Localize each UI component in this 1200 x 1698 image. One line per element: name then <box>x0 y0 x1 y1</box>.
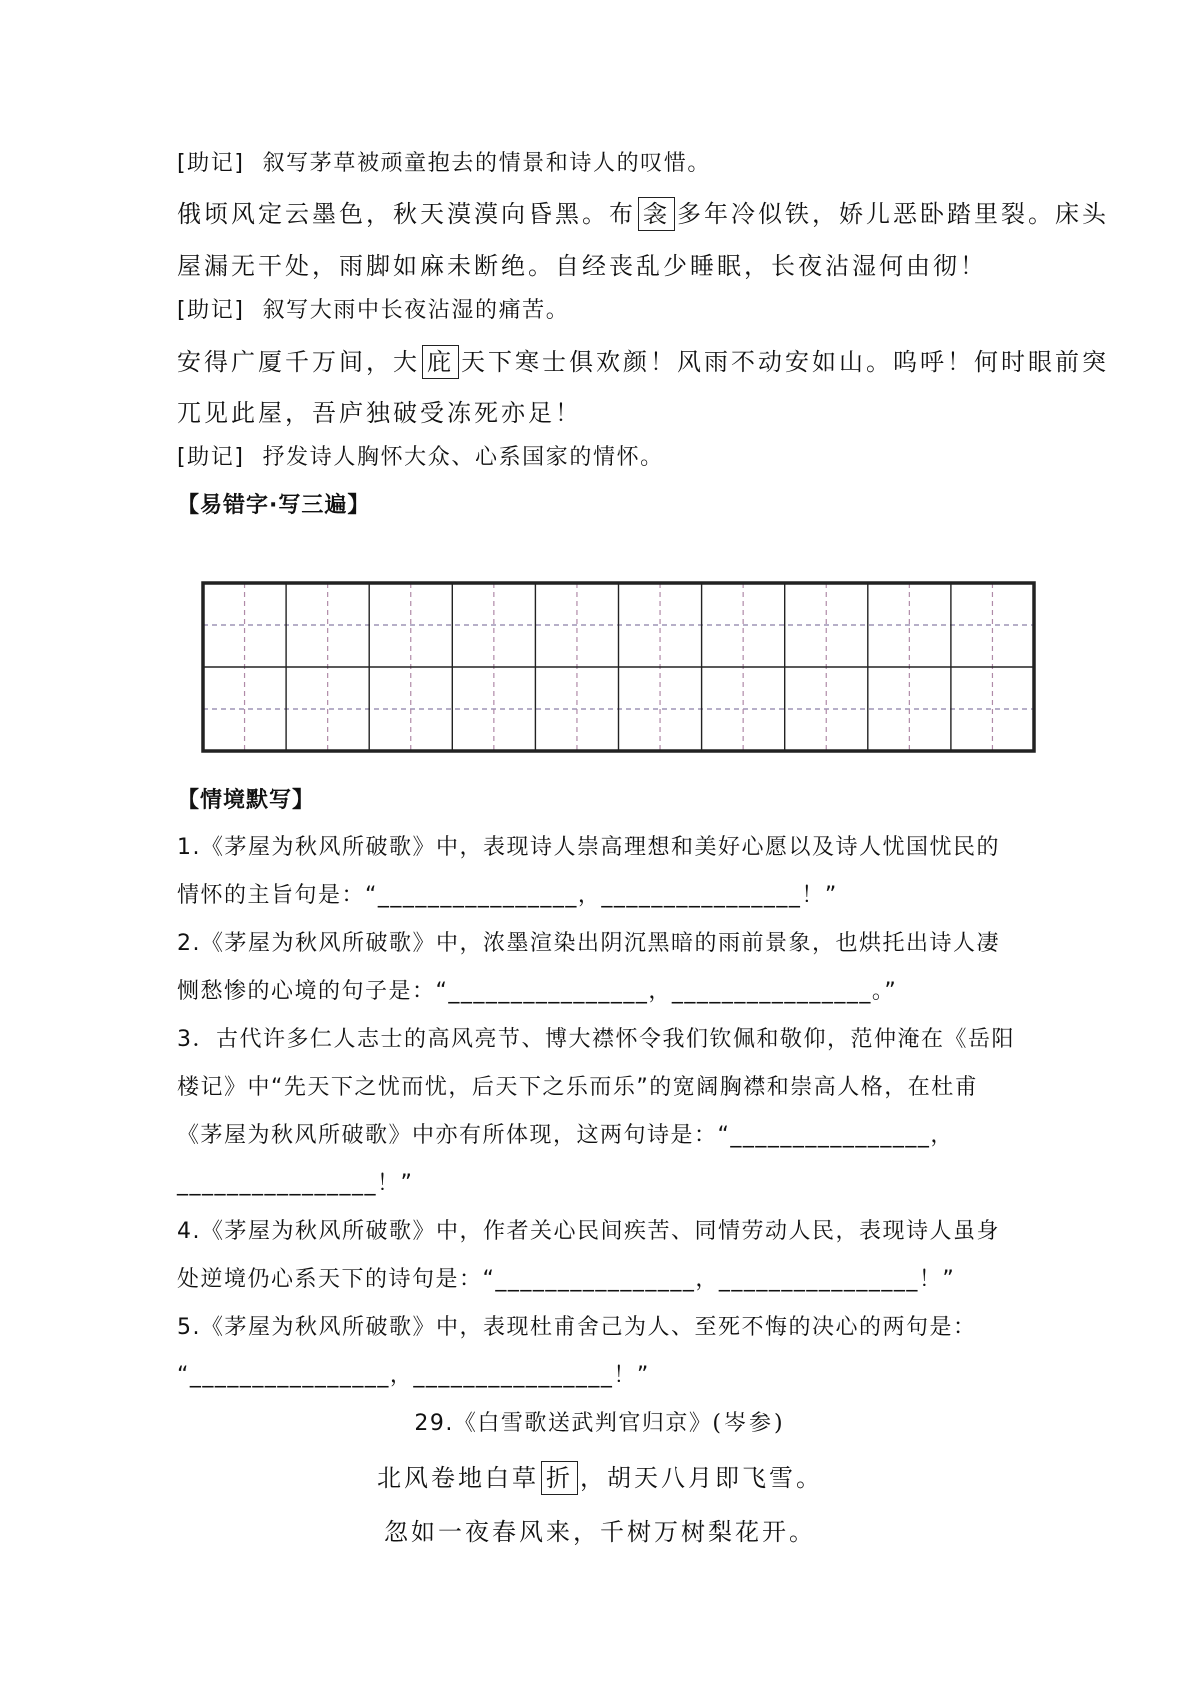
boxed-character: 庇 <box>422 345 459 379</box>
question-line: 5.《茅屋为秋风所破歌》中，表现杜甫舍己为人、至死不悔的决心的两句是： <box>177 1315 977 1340</box>
poem-line <box>177 342 1109 379</box>
poem-text: 天下寒士俱欢颜！风雨不动安如山。呜呼！何时眼前突 <box>461 348 1109 376</box>
poem-title <box>0 1406 1200 1437</box>
poem-text: 北风卷地白草 <box>377 1464 539 1492</box>
annotation-text: 叙写茅草被顽童抱去的情景和诗人的叹惜。 <box>262 151 711 176</box>
annotation-tag: [助记] <box>177 298 245 323</box>
question-line[interactable]: 处逆境仍心系天下的诗句是：“________________，________________！” <box>177 1267 956 1292</box>
annotation-2 <box>177 293 569 324</box>
writing-grid[interactable] <box>201 581 1036 753</box>
poem-title-text: 29.《白雪歌送武判官归京》 <box>414 1411 713 1436</box>
poem-text: 俄顷风定云墨色，秋天漠漠向昏黑。布 <box>177 200 636 228</box>
poem-text: 多年冷似铁，娇儿恶卧踏里裂。床头 <box>677 200 1109 228</box>
question-line: 2.《茅屋为秋风所破歌》中，浓墨渲染出阴沉黑暗的雨前景象，也烘托出诗人凄 <box>177 931 1000 956</box>
annotation-text: 叙写大雨中长夜沾湿的痛苦。 <box>262 298 570 323</box>
poem-line: 兀见此屋，吾庐独破受冻死亦足！ <box>177 399 582 427</box>
poem-line <box>177 194 1109 231</box>
question-line[interactable]: ________________！” <box>177 1171 414 1196</box>
annotation-1 <box>177 146 711 177</box>
poem-text: ，胡天八月即飞雪。 <box>580 1464 823 1492</box>
question-line: 4.《茅屋为秋风所破歌》中，作者关心民间疾苦、同情劳动人民，表现诗人虽身 <box>177 1219 1000 1244</box>
annotation-3 <box>177 440 664 471</box>
annotation-text: 抒发诗人胸怀大众、心系国家的情怀。 <box>262 445 664 470</box>
question-line: 1.《茅屋为秋风所破歌》中，表现诗人崇高理想和美好心愿以及诗人忧国忧民的 <box>177 835 1000 860</box>
annotation-tag: [助记] <box>177 151 245 176</box>
question-line[interactable]: 情怀的主旨句是：“________________，________________！” <box>177 883 838 908</box>
poem-line <box>0 1458 1200 1495</box>
question-line[interactable]: 恻愁惨的心境的句子是：“________________，________________。” <box>177 979 898 1004</box>
question-line: 3．古代许多仁人志士的高风亮节、博大襟怀令我们钦佩和敬仰，范仲淹在《岳阳 <box>177 1027 1015 1052</box>
question-line: 楼记》中“先天下之忧而忧，后天下之乐而乐”的宽阔胸襟和崇高人格，在杜甫 <box>177 1075 979 1100</box>
poem-line: 屋漏无干处，雨脚如麻未断绝。自经丧乱少睡眠，长夜沾湿何由彻！ <box>177 252 987 280</box>
boxed-character: 衾 <box>638 197 675 231</box>
poem-author: (岑参) <box>712 1411 786 1436</box>
annotation-tag: [助记] <box>177 445 245 470</box>
question-line[interactable]: “________________，________________！” <box>177 1363 650 1388</box>
boxed-character: 折 <box>541 1461 578 1495</box>
section-heading-moxie: 【情境默写】 <box>177 788 316 813</box>
poem-text: 安得广厦千万间，大 <box>177 348 420 376</box>
section-heading-cuozi: 【易错字·写三遍】 <box>177 493 371 518</box>
question-line[interactable]: 《茅屋为秋风所破歌》中亦有所体现，这两句诗是：“________________， <box>177 1123 954 1148</box>
poem-line: 忽如一夜春风来，千树万树梨花开。 <box>384 1518 816 1546</box>
